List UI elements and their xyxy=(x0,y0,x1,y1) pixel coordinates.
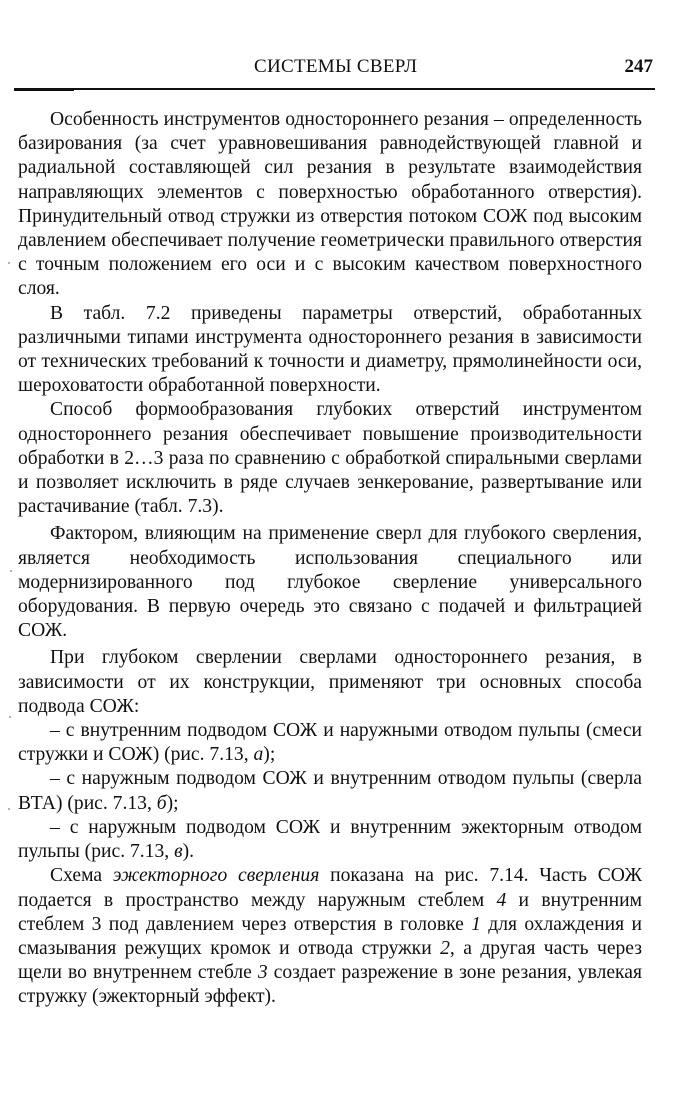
text-run: , а другая часть через щели во внутреннем стебле xyxy=(18,937,642,984)
callout-number: 4 xyxy=(496,889,507,911)
running-head xyxy=(26,56,655,86)
callout-number: 2 xyxy=(440,937,450,959)
figure-part-mark: а xyxy=(253,744,264,766)
list-item-internal-supply xyxy=(18,719,642,767)
list-item-text: – с наружным подводом СОЖ и внутренним эжекторным отводом пульпы (рис. 7.13, xyxy=(18,816,642,863)
paragraph-5: При глубоком сверлении сверлами одностороннего резания, в зависимости от их конструкции, применяют три основных способа подвода СОЖ: xyxy=(18,647,642,717)
text-run: для охлаждения и смазывания режущих кромок и отвода стружки xyxy=(18,913,642,959)
callout-number: 1 xyxy=(471,913,481,935)
list-item-text: – с внутренним подводом СОЖ и наружными отводом пульпы (смеси стружки и СОЖ) (рис. 7.13, xyxy=(18,720,642,766)
scan-speck xyxy=(8,808,10,810)
paragraph-1: Особенность инструментов одностороннего резания – определенность базирования (за счет уравновешивания равнодействующей главной и радиальной составляющей сил резания в результате взаимодействия направляющих элементов с поверхностью обработанного отверстия). Принудительный отвод стружки из отверстия потоком СОЖ под высоким давлением обеспечивает получение геометрически правильного отверстия с точным положением его оси и с высоким качеством поверхностного слоя. xyxy=(18,109,642,300)
scan-speck xyxy=(10,570,12,572)
header-rule-thick-start xyxy=(14,88,74,91)
main-text xyxy=(18,108,642,1010)
text-run: показана на рис. 7.14. Часть СОЖ подается в пространство между наружным стеблем xyxy=(18,865,643,911)
list-item-ejector xyxy=(18,816,642,864)
text-run: Схема xyxy=(50,865,113,887)
callout-number: 3 xyxy=(257,962,268,984)
header-rule xyxy=(14,88,655,90)
scan-speck xyxy=(9,716,11,718)
figure-part-mark: б xyxy=(156,792,167,814)
text-run: создает разрежение в зоне резания, увлекая стружку (эжекторный эффект). xyxy=(18,962,642,1008)
list-item-text: – с наружным подводом СОЖ и внутренним отводом пульпы (сверла ВТА) (рис. 7.13, xyxy=(18,768,642,814)
paragraph-3: Способ формообразования глубоких отверстий инструментом одностороннего резания обеспечивает повышение производительности обработки в 2…3 раза по сравнению с обработкой спиральными сверлами и позволяет исключить в ряде случаев зенкерование, развертывание или растачивание (табл. 7.3). xyxy=(18,399,642,518)
list-item-tail: ). xyxy=(182,841,195,863)
list-item-tail: ); xyxy=(263,744,276,766)
paragraph-4: Фактором, влияющим на применение сверл для глубокого сверления, является необходимость использования специального или модернизированного под глубокое сверление универсального оборудования. В первую очередь это связано с подачей и фильтрацией СОЖ. xyxy=(18,523,642,642)
paragraph-2: В табл. 7.2 приведены параметры отверстий, обработанных различными типами инструмента одностороннего резания в зависимости от технических требований к точности и диаметру, прямолинейности оси, шероховатости обработанной поверхности. xyxy=(18,302,642,397)
list-item-tail: ); xyxy=(166,792,179,814)
figure-part-mark: в xyxy=(174,841,183,863)
scan-speck xyxy=(8,262,10,264)
emphasized-term: эжекторного сверления xyxy=(112,865,320,887)
text-run: и внутренним стеблем 3 под давлением через отверстия в головке xyxy=(18,889,643,935)
running-title: СИСТЕМЫ СВЕРЛ xyxy=(254,56,418,77)
paragraph-6 xyxy=(18,864,642,1009)
list-item-bta xyxy=(18,767,642,815)
page-number: 247 xyxy=(624,56,653,77)
